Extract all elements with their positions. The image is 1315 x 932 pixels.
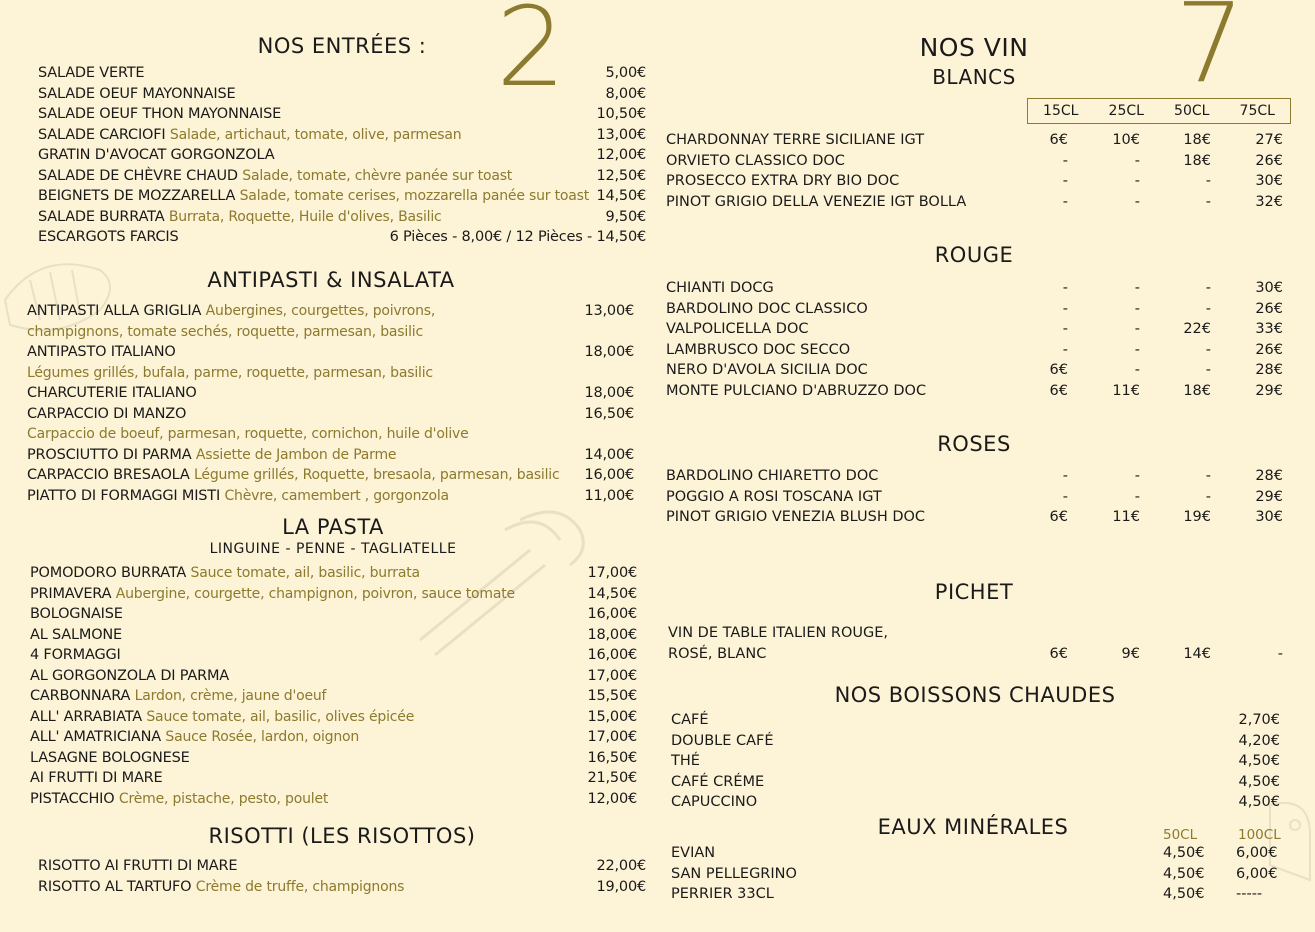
water-price: 4,50€ (1163, 886, 1205, 903)
item-description: Carpaccio de boeuf, parmesan, roquette, cornichon, huile d'olive (27, 426, 469, 442)
menu-item (30, 727, 637, 747)
wine-name: POGGIO A ROSI TOSCANA IGT (666, 488, 882, 505)
item-description: Légumes grillés, bufala, parme, roquette, parmesan, basilic (27, 364, 433, 381)
wine-price: - (1134, 280, 1140, 296)
item-name: PRIMAVERA (30, 585, 112, 602)
wine-price: - (1134, 488, 1140, 505)
wine-price: 26€ (1255, 341, 1283, 358)
menu-item (27, 301, 634, 321)
item-name: LASAGNE BOLOGNESE (30, 749, 190, 766)
section-title: RISOTTI (LES RISOTTOS) (208, 824, 476, 848)
menu-item (30, 707, 637, 727)
menu-item (38, 166, 646, 186)
item-name: SALADE VERTE (38, 65, 145, 81)
item-description: Assiette de Jambon de Parme (195, 446, 397, 463)
wine-name: BARDOLINO CHIARETTO DOC (666, 468, 879, 484)
item-name: AL SALMONE (30, 626, 123, 643)
wine-price: - (1205, 362, 1211, 379)
item-name: BOLOGNAISE (30, 606, 123, 622)
menu-item (30, 584, 637, 604)
item-description: Sauce tomate, ail, basilic, olives épicée (146, 708, 415, 725)
wine-price: 14€ (1183, 646, 1211, 662)
item-description: Crème de truffe, champignons (195, 878, 405, 895)
wine-price: - (1205, 488, 1211, 505)
drink-price: 4,50€ (1238, 753, 1280, 770)
item-price: 18,00€ (584, 385, 634, 401)
wine-name: CHARDONNAY TERRE SICILIANE IGT (666, 132, 925, 148)
water-name: SAN PELLEGRINO (671, 865, 797, 882)
section-title: ANTIPASTI & INSALATA (207, 268, 455, 292)
wine-item (666, 466, 1286, 486)
item-price: 14,50€ (596, 188, 646, 204)
item-name: CHARCUTERIE ITALIANO (27, 385, 197, 401)
column-label: 15CL (1043, 103, 1079, 119)
item-price: 18,00€ (584, 344, 634, 360)
item-description: Aubergines, courgettes, poivrons, (205, 303, 436, 319)
wine-price: - (1134, 152, 1140, 169)
item-name: AI FRUTTI DI MARE (30, 770, 163, 786)
wine-price: - (1062, 468, 1068, 484)
menu-item (38, 125, 646, 145)
wine-price: - (1062, 341, 1068, 358)
wine-price: - (1062, 193, 1068, 210)
menu-item (30, 789, 637, 809)
menu-item (38, 227, 646, 247)
water-price: 6,00€ (1236, 845, 1278, 861)
column-label: 100CL (1238, 827, 1281, 843)
menu-item (27, 383, 634, 403)
menu-item (30, 625, 637, 645)
section-title: EAUX MINÉRALES (877, 815, 1069, 839)
wine-price: - (1062, 280, 1068, 296)
item-price: 18,00€ (587, 626, 637, 643)
wine-price: 30€ (1255, 509, 1283, 526)
wine-price: - (1205, 341, 1211, 358)
drink-price: 4,20€ (1238, 732, 1280, 749)
menu-item (38, 186, 646, 206)
wine-price: - (1134, 341, 1140, 358)
column-label: 50CL (1174, 103, 1210, 119)
item-price: 15,50€ (587, 688, 637, 704)
menu-item (30, 748, 637, 768)
wine-price: 30€ (1255, 173, 1283, 190)
wine-price: 30€ (1255, 280, 1283, 296)
item-description: Sauce tomate, ail, basilic, burrata (190, 565, 420, 581)
wine-item (666, 319, 1286, 339)
wine-item (666, 278, 1286, 298)
item-name: CARPACCIO DI MANZO (27, 405, 187, 422)
hot-drink-item (671, 731, 1280, 751)
section-title: PICHET (934, 580, 1014, 604)
menu-item (30, 645, 637, 665)
menu-item (27, 465, 634, 485)
wine-item (666, 130, 1286, 150)
item-description: Lardon, crème, jaune d'oeuf (134, 688, 327, 704)
item-name: PROSCIUTTO DI PARMA (27, 446, 192, 463)
item-name: POMODORO BURRATA (30, 565, 187, 581)
section-title: ROSES (937, 432, 1011, 456)
item-price: 16,00€ (587, 606, 637, 622)
drink-price: 2,70€ (1238, 712, 1280, 728)
wine-price: 6€ (1049, 362, 1068, 379)
menu-item (27, 363, 634, 383)
wine-name: NERO D'AVOLA SICILIA DOC (666, 362, 868, 379)
wine-price: - (1205, 468, 1211, 484)
item-price: 10,50€ (596, 106, 646, 122)
item-name: ANTIPASTI ALLA GRIGLIA (27, 303, 202, 319)
item-price: 12,00€ (587, 790, 637, 807)
wine-price: 32€ (1255, 193, 1283, 210)
item-name: RISOTTO AI FRUTTI DI MARE (38, 858, 238, 874)
item-price: 12,50€ (596, 167, 646, 184)
wine-item (666, 381, 1286, 401)
item-name: ANTIPASTO ITALIANO (27, 344, 176, 360)
wine-price: 27€ (1255, 132, 1283, 148)
wine-name: MONTE PULCIANO D'ABRUZZO DOC (666, 383, 927, 399)
wine-price: - (1062, 488, 1068, 505)
item-name: SALADE OEUF THON MAYONNAISE (38, 106, 282, 122)
hot-drink-item (671, 792, 1280, 812)
menu-item (27, 424, 634, 444)
wine-name: BARDOLINO DOC CLASSICO (666, 300, 868, 317)
item-name: BEIGNETS DE MOZZARELLA (38, 188, 236, 204)
item-description: Sauce Rosée, lardon, oignon (165, 729, 360, 745)
item-description: Salade, tomate, chèvre panée sur toast (242, 167, 513, 184)
page-number-right: 7 (1175, 0, 1245, 107)
price-column-header (1027, 98, 1291, 124)
wine-name: ORVIETO CLASSICO DOC (666, 152, 845, 169)
wine-item (668, 644, 1286, 664)
item-name: PIATTO DI FORMAGGI MISTI (27, 487, 221, 504)
wine-price: 22€ (1183, 321, 1211, 338)
wine-item (666, 360, 1286, 380)
wine-name: LAMBRUSCO DOC SECCO (666, 341, 851, 358)
section-title: NOS VIN (919, 33, 1029, 62)
wine-price: 29€ (1255, 488, 1283, 505)
wine-name: PINOT GRIGIO DELLA VENEZIE IGT BOLLA (666, 193, 967, 210)
menu-item (38, 207, 646, 227)
menu-item (38, 84, 646, 104)
wine-price: - (1062, 152, 1068, 169)
menu-item (38, 63, 646, 83)
wine-price: - (1062, 321, 1068, 338)
item-price: 6 Pièces - 8,00€ / 12 Pièces - 14,50€ (389, 229, 646, 245)
item-price: 16,00€ (587, 647, 637, 663)
item-price: 17,00€ (587, 667, 637, 684)
water-price: 6,00€ (1236, 865, 1278, 882)
water-name: PERRIER 33CL (671, 886, 774, 903)
item-price: 19,00€ (596, 878, 646, 895)
wine-price: 11€ (1112, 383, 1140, 399)
water-price: 4,50€ (1163, 865, 1205, 882)
wine-price: 29€ (1255, 383, 1283, 399)
water-name: EVIAN (671, 845, 716, 861)
menu-item (27, 342, 634, 362)
section-subtitle: LINGUINE - PENNE - TAGLIATELLE (209, 541, 457, 557)
wine-price: - (1062, 300, 1068, 317)
item-price: 8,00€ (605, 85, 646, 102)
item-price: 16,00€ (584, 467, 634, 483)
drink-name: CAPUCCINO (671, 794, 758, 811)
drink-name: DOUBLE CAFÉ (671, 732, 774, 749)
section-title: NOS ENTRÉES : (257, 34, 427, 58)
item-price: 16,50€ (587, 749, 637, 766)
item-price: 21,50€ (587, 770, 637, 786)
menu-item (30, 666, 637, 686)
item-price: 17,00€ (587, 729, 637, 745)
wine-price: 6€ (1049, 132, 1068, 148)
menu-item (30, 563, 637, 583)
wine-price: - (1205, 173, 1211, 190)
water-item (671, 843, 1281, 863)
item-name: PISTACCHIO (30, 790, 115, 807)
item-name: SALADE CARCIOFI (38, 126, 166, 143)
item-price: 12,00€ (596, 147, 646, 163)
item-price: 16,50€ (584, 405, 634, 422)
wine-price: - (1205, 300, 1211, 317)
hot-drink-item (671, 710, 1280, 730)
hot-drink-item (671, 772, 1280, 792)
wine-price: - (1205, 193, 1211, 210)
item-description: Salade, artichaut, tomate, olive, parmesan (169, 126, 462, 143)
wine-item (666, 507, 1286, 527)
wine-item (666, 340, 1286, 360)
menu-item (38, 877, 646, 897)
item-price: 9,50€ (605, 208, 646, 225)
wine-price: 18€ (1183, 383, 1211, 399)
item-description: Aubergine, courgette, champignon, poivron, sauce tomate (115, 585, 515, 602)
menu-item (27, 486, 634, 506)
menu-item (38, 145, 646, 165)
wine-price: - (1277, 646, 1283, 662)
wine-price: 6€ (1049, 509, 1068, 526)
menu-item (38, 856, 646, 876)
water-price: 4,50€ (1163, 845, 1205, 861)
item-name: SALADE DE CHÈVRE CHAUD (38, 167, 238, 184)
wine-price: 18€ (1183, 132, 1211, 148)
wine-item (666, 171, 1286, 191)
item-price: 14,50€ (587, 585, 637, 602)
menu-item (27, 445, 634, 465)
wine-name: PINOT GRIGIO VENEZIA BLUSH DOC (666, 509, 926, 526)
menu-item (38, 104, 646, 124)
item-name: SALADE OEUF MAYONNAISE (38, 85, 236, 102)
item-price: 13,00€ (584, 303, 634, 319)
drink-price: 4,50€ (1238, 794, 1280, 811)
item-description: Salade, tomate cerises, mozzarella panée sur toast (239, 188, 589, 204)
wine-price: - (1134, 468, 1140, 484)
item-price: 14,00€ (584, 446, 634, 463)
item-price: 15,00€ (587, 708, 637, 725)
wine-price: - (1205, 280, 1211, 296)
wine-price: 11€ (1112, 509, 1140, 526)
item-name: GRATIN D'AVOCAT GORGONZOLA (38, 147, 275, 163)
wine-price: 6€ (1049, 383, 1068, 399)
item-description: Burrata, Roquette, Huile d'olives, Basilic (168, 208, 442, 225)
column-label: 25CL (1108, 103, 1144, 119)
wine-name: PROSECCO EXTRA DRY BIO DOC (666, 173, 900, 190)
wine-price: 18€ (1183, 152, 1211, 169)
menu-item (30, 686, 637, 706)
wine-price: 33€ (1255, 321, 1283, 338)
section-title: NOS BOISSONS CHAUDES (834, 683, 1116, 707)
item-price: 11,00€ (584, 487, 634, 504)
menu-item (27, 322, 634, 342)
item-price: 13,00€ (596, 126, 646, 143)
section-subtitle: BLANCS (932, 65, 1016, 89)
item-name: SALADE BURRATA (38, 208, 165, 225)
menu-item (30, 604, 637, 624)
wine-price: - (1134, 193, 1140, 210)
wine-name: ROSÉ, BLANC (668, 646, 767, 662)
wine-price: - (1134, 362, 1140, 379)
wine-price: 26€ (1255, 152, 1283, 169)
wine-price: 28€ (1255, 362, 1283, 379)
item-description: Crème, pistache, pesto, poulet (118, 790, 329, 807)
wine-price: - (1062, 173, 1068, 190)
item-name: ALL' AMATRICIANA (30, 729, 161, 745)
item-price: 17,00€ (587, 565, 637, 581)
water-item (671, 884, 1281, 904)
item-description: champignons, tomate sechés, roquette, parmesan, basilic (27, 323, 423, 340)
item-name: ESCARGOTS FARCIS (38, 229, 179, 245)
water-item (671, 864, 1281, 884)
item-name: ALL' ARRABIATA (30, 708, 142, 725)
wine-name: CHIANTI DOCG (666, 280, 774, 296)
column-label: 50CL (1163, 827, 1198, 843)
water-price: ----- (1236, 886, 1263, 903)
item-name: CARBONNARA (30, 688, 131, 704)
item-name: AL GORGONZOLA DI PARMA (30, 667, 230, 684)
section-title: ROUGE (934, 243, 1014, 267)
hot-drink-item (671, 751, 1280, 771)
wine-price: 26€ (1255, 300, 1283, 317)
pichet-line: VIN DE TABLE ITALIEN ROUGE, (668, 625, 889, 641)
drink-name: CAFÉ CRÉME (671, 773, 765, 790)
wine-price: 19€ (1183, 509, 1211, 526)
wine-price: 9€ (1121, 646, 1140, 662)
item-description: Chèvre, camembert , gorgonzola (224, 487, 449, 504)
wine-price: 6€ (1049, 646, 1068, 662)
drink-price: 4,50€ (1238, 773, 1280, 790)
wine-item (666, 299, 1286, 319)
menu-item (27, 404, 634, 424)
menu-item (30, 768, 637, 788)
wine-price: - (1134, 321, 1140, 338)
column-label: 75CL (1239, 103, 1275, 119)
wine-price: 10€ (1112, 132, 1140, 148)
wine-name: VALPOLICELLA DOC (666, 321, 809, 338)
item-name: CARPACCIO BRESAOLA (27, 467, 190, 483)
item-name: RISOTTO AL TARTUFO (38, 878, 192, 895)
wine-item (666, 192, 1286, 212)
wine-item (666, 487, 1286, 507)
page-number-left: 2 (496, 0, 566, 111)
wine-price: - (1134, 173, 1140, 190)
drink-name: THÉ (671, 753, 700, 770)
item-name: 4 FORMAGGI (30, 647, 121, 663)
wine-price: - (1134, 300, 1140, 317)
drink-name: CAFÉ (671, 712, 709, 728)
wine-item (666, 151, 1286, 171)
wine-price: 28€ (1255, 468, 1283, 484)
item-description: Légume grillés, Roquette, bresaola, parmesan, basilic (194, 467, 560, 483)
item-price: 22,00€ (596, 858, 646, 874)
section-title: LA PASTA (282, 515, 384, 539)
item-price: 5,00€ (605, 65, 646, 81)
